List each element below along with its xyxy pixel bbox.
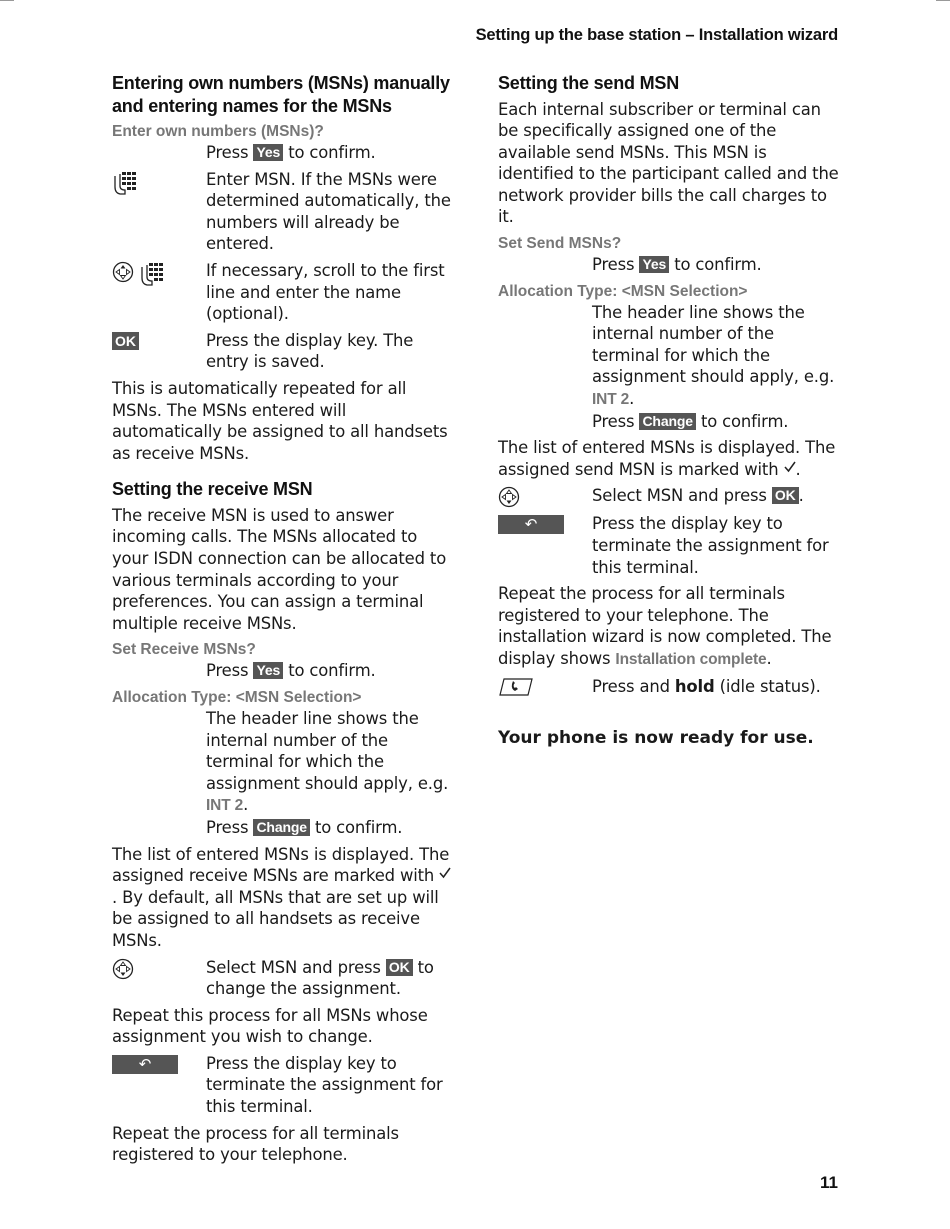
end-call-key-icon <box>498 676 592 698</box>
ok-key: OK <box>386 959 413 976</box>
navigation-key-icon <box>498 485 592 508</box>
paragraph: Repeat this process for all MSNs whose assignment you wish to change. <box>112 1005 428 1047</box>
step-row <box>112 957 454 1000</box>
ok-key: OK <box>772 487 799 504</box>
paragraph: The receive MSN is used to answer incoming calls. The MSNs allocated to your ISDN connection can be allocated to various terminals according to your preferences. You can assign a terminal multiple receive MSNs. <box>112 505 447 633</box>
instruction: The header line shows the internal number of the terminal for which the assignment should apply, e.g. INT 2. <box>206 708 449 815</box>
yes-key: Yes <box>253 662 283 679</box>
step-text: Select MSN and press OK . <box>592 486 804 506</box>
int-label: INT 2 <box>592 391 630 409</box>
menu-entry: Enter own numbers (MSNs)? <box>112 123 324 140</box>
paragraph: Repeat the process for all terminals registered to your telephone. <box>112 1123 399 1165</box>
page-header: Setting up the base station – Installation wizard <box>475 26 838 44</box>
step-text: If necessary, scroll to the first line and enter the name (optional). <box>206 260 445 324</box>
instruction: Press Yes to confirm. <box>206 143 376 162</box>
back-key-icon: ↶ <box>498 515 564 534</box>
change-key: Change <box>253 819 309 836</box>
paragraph: The list of entered MSNs is displayed. The assigned send MSN is marked with . <box>498 438 836 479</box>
section-heading: Entering own numbers (MSNs) manually and entering names for the MSNs <box>112 73 450 116</box>
keypad-icon <box>112 169 206 196</box>
paragraph: This is automatically repeated for all MSNs. The MSNs entered will automatically be assigned to all handsets as receive MSNs. <box>112 378 448 463</box>
instruction: Press Change to confirm. <box>592 411 789 431</box>
instruction: Press Yes to confirm. <box>592 255 762 275</box>
step-row <box>498 513 840 578</box>
step-row <box>112 260 454 325</box>
yes-key: Yes <box>253 144 283 161</box>
instruction: The header line shows the internal number of the terminal for which the assignment should apply, e.g. INT 2. <box>592 302 835 409</box>
menu-entry: Set Send MSNs? <box>498 235 622 253</box>
keypad-icon <box>139 261 165 280</box>
crop-mark <box>936 0 950 1</box>
menu-entry: Allocation Type: <MSN Selection> <box>498 282 748 300</box>
display-text: Installation complete <box>615 650 767 668</box>
navigation-key-icon <box>112 957 206 980</box>
step-text: Press the display key to terminate the assignment for this terminal. <box>206 1053 443 1117</box>
navigation-key-icon <box>112 261 139 280</box>
menu-entry: Allocation Type: <MSN Selection> <box>112 688 362 706</box>
paragraph: The list of entered MSNs is displayed. The assigned receive MSNs are marked with . By default, all MSNs that are set up will be assigned to all handsets as receive MSNs. <box>112 844 450 950</box>
ready-message: Your phone is now ready for use. <box>498 727 814 748</box>
paragraph: Each internal subscriber or terminal can be specifically assigned one of the available send MSNs. This MSN is identified to the participant called and the network provider bills the call charges to it. <box>498 99 839 227</box>
step-row <box>498 485 840 508</box>
int-label: INT 2 <box>206 797 244 815</box>
instruction: Press Yes to confirm. <box>206 661 376 681</box>
step-row <box>112 169 454 255</box>
step-text: Select MSN and press OK to change the assignment. <box>206 957 434 999</box>
section-heading: Setting the send MSN <box>498 73 680 93</box>
section-heading: Setting the receive MSN <box>112 479 313 500</box>
instruction: Press Change to confirm. <box>206 817 403 837</box>
step-text: Press the display key. The entry is saved. <box>206 330 414 372</box>
yes-key: Yes <box>639 256 669 273</box>
checkmark-icon <box>784 460 796 479</box>
step-row <box>498 676 840 698</box>
ok-key-icon: OK <box>112 332 139 350</box>
step-text: Enter MSN. If the MSNs were determined automatically, the numbers will already be entered. <box>206 169 451 254</box>
step-text: Press the display key to terminate the assignment for this terminal. <box>592 514 829 577</box>
checkmark-icon <box>439 866 451 885</box>
change-key: Change <box>639 413 695 430</box>
menu-entry: Set Receive MSNs? <box>112 641 256 659</box>
step-row <box>112 330 454 373</box>
step-text: Press and hold (idle status). <box>592 676 821 696</box>
back-key-icon: ↶ <box>112 1055 178 1074</box>
left-column <box>112 72 454 1171</box>
crop-mark <box>0 0 14 1</box>
right-column <box>498 72 840 748</box>
step-row <box>112 1053 454 1118</box>
page-number: 11 <box>820 1173 838 1192</box>
paragraph: Repeat the process for all terminals registered to your telephone. The installation wizard is now completed. The display shows Installation complete. <box>498 584 832 668</box>
